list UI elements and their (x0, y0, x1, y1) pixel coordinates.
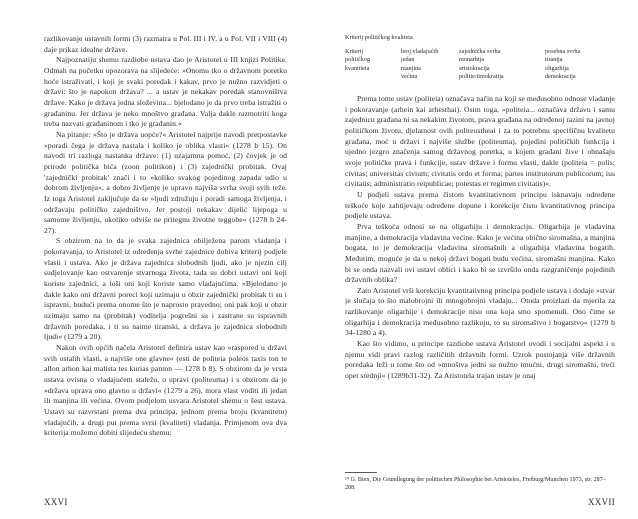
right-paragraph-1: Prema tome ustav (politeia) označava način na koji se međusobno odnose vladanje i pokoravanje (arhein kai arhesthai). Osim toga, »politeia... označava državu i samu zajednicu građana ni sa nekakim životom, prava građana na određenoj razini na javnoj političkom životu, djelatnost ovih politeustheai i za to potrebnu specifičnu kvalitetu građana, moć u državi i najviše službe (politeuma), pojedini političkih funkcija i ujedno jezgro značenja samog državnog poretka, u kojem građani žive i obnašaju svoje političke prava i funkcije, ustav države i formu vlasti, dakle (politeia = polis; civitas; universitas civium; civitatis ordo et forma; partes institutorum publicorum; ius civitatis; administratio reipublicae; potestas et regimen civitatis)«. (345, 94, 615, 189)
table-cell: oligarhija (545, 64, 569, 72)
table-cell: političkog (345, 56, 371, 64)
left-page-number: XXVI (44, 497, 68, 507)
right-paragraph-5: Kao što vidimo, u principe razdiobe ustava Aristotel uvodi i socijalni aspekt i u njemu vidi pravi razlog različitih državnih formi. Uzrok postojanja više državnih poredaka leži u tome što od »mnoštva jedni su nužno imućni, drugi siromašni, treći opet srednji« (1289b31-32). Za Aristotela trajan ustav je onaj (345, 339, 615, 381)
table-cell: posebna svrha (545, 48, 581, 56)
left-paragraph-3: Na pitanje: »Što je država uopće?« Aristotel najprije navodi pretpostavke »poradi čega je država nastala i koliko je oblika vlasti« (1278 b 15). On navodi tri razloga nastanka države: (1) uzajamna pomoć, (2) čovjek je od prirode politička bića (zoon politikon) i (3) zajednički probitak. Ovaj 'zajednički probitak' znači i to »koliko svakog pojedinog zapada udio u dobrom življenju«, a dobro življenje je upravo najviša svrha svoji svih teže. Iz toga Aristotel zaključuje da se »ljudi združuju i poradi samoga življenja, i održavaju političko zajedništvo. Jer postoji nekakav dijelić lijepoga u samome življenju, ukoliko odviše ne pritegnu životne teggobe« (1278 b 24-27). (44, 129, 287, 235)
table-cell: politie/timokratija (459, 72, 504, 80)
right-page-text (345, 94, 615, 466)
left-paragraph-4: S obzirom na to da je svaka zajednica obilježena parom vladanja i pokoravanja, to Aristotel iz određenja svrhe zajednice dobiva kriterij podjele vlasti i ustava. Ako je država zajednica slobodnih ljudi, ako je njezin cilj sudjelovanje kao ostvarenje stvarnoga života, tada su dobri ustavi oni koji koriste zajednici, a loši oni koji koriste samo vladajućima. »Bjelodano je dakle kako oni državni poreci koji uzimaju u obzir zajednički probitak ti su i ispravni, budući prema onome što je naprosto pravedno; oni pak koji u obzir uzimaju samo na (probitak) voditeljа pogrešni su i zastrane su ispravnih državnih poredaka, i ti su naime tiranski, a država je zajednica slobodnih ljudi« (1279 a 20). (44, 236, 287, 342)
left-paragraph-2: Najpoznatiju shemu razdiobe ustava dao je Aristotel u III knjizi Politike. Odmah na početku upozorava na slijedeće: »Onomu tko o državnom poretku hoće istraživati, i koji je svaki poredak i kakav, prvo je nužno razvidjeti o državi: što je napokon država? ... a ustav je nekakav poredak stanovništva države. Kako je država jedna složevina... bjelodano je da prvo treba istražiti o građaninu. Jer država je neko mnoštvo građana. Valja dakle razmotriti koga treba nazvati građaninom i tko je građanin.« (44, 55, 287, 129)
right-paragraph-4: Zato Aristotel vrši korekciju kvantitativnog principa podjele ustava i dodaje »stvar je slučaja to što malobrojni ili mnogobrojni vladaju... Otuda proizlazi da mjerila za razlikovanje oligarhije i demokracije nisu ona koja smo spomenuli. Ono čime se oligarhija i demokracija međusobno razlikuju, to su siromaštvo i bogatstvo« (1279 b 34-1280 a 4). (345, 285, 615, 338)
constitution-classification-table (345, 34, 615, 86)
right-page-number: XXVII (588, 497, 615, 507)
table-cell: manjina (401, 64, 421, 72)
table-cell: većina (401, 72, 418, 80)
right-paragraph-3: Prva teškoća odnosi se na oligarhiju i demokraciju. Oligarhija je vladavina manjine, a demokracija vladavina većine. Kako je većina obično siromašna, a manjina bogata, to je demokracija vladavina siromašnih a oligarhija vladavina bogatih. Međutim, moguće je da u nekoj državi bogati budu većina, siromašni manjina. Kako bi se onda nazvali ovi ustavi oblici i kako bi se izvršilo onda razgraničenje pojedinih državnih oblika? (345, 221, 615, 285)
right-page (320, 0, 638, 519)
table-cell: demokracija (545, 72, 576, 80)
right-paragraph-2: U podjeli ustava prema čistom kvantitativnom principu isknavaju određene teškoće koje zahtijevaju određene dopune i korekcije čisto kvantitativnog principa podjele ustava. (345, 189, 615, 221)
table-cell: jedan (401, 56, 415, 64)
footnote: ¹⁹ G. Bien, Die Grundlegung der politischen Philosophie bei Aristoteles, Freiburg/Munchen 1973, str. 287–288. (345, 477, 606, 491)
left-page (0, 0, 318, 519)
left-paragraph-5: Nakon ovih općih načela Aristotel definira ustav kao »raspored u državi svih ostalih vlasti, a najviše one glavne« (esti de politeia poleos taxis ton te allon arhon kai malista tes kurias panton — 1278 b 8). S obzirom da je vrsta ustava ovisna o vladajućem staležu, o upravi (politeuma) i s obzirom da je »država uprava ono glavno u državi« (1279 a 26), mora vlast voditi ili jedan ili manjina ili većina. Ovom podjelom usvara Aristotel shemu o šest ustava. Ustavi su razvrstani prema dva principa, jednom prema broju (kvantitetu) vladajućih, a drugi put prema svrsi (kvaliteti) vladanja. Primjenom ova dva kriterija možemo dobiti slijedeću shemu: (44, 343, 287, 438)
left-page-text (44, 34, 287, 494)
left-paragraph-1: razlikovanje ustavnih formi (3) razmatra u Pol. III i IV, a u Pol. VII i VIII (4) daje prikaz idealne države. (44, 34, 287, 54)
table-cell: zajednička svrha (459, 48, 501, 56)
footnote-divider (345, 472, 377, 473)
table-cell: monarhija (459, 56, 485, 64)
table-cell: kvantiteta (345, 64, 370, 72)
table-grid (345, 48, 615, 81)
table-cell: tiranija (545, 56, 563, 64)
table-cell: Kriterij (345, 48, 364, 56)
table-cell (345, 73, 401, 81)
table-cell: aristokracija (459, 64, 490, 72)
table-cell: broj vladajućih (401, 48, 439, 56)
table-caption: Kriterij političkog kvaliteta (345, 34, 413, 41)
